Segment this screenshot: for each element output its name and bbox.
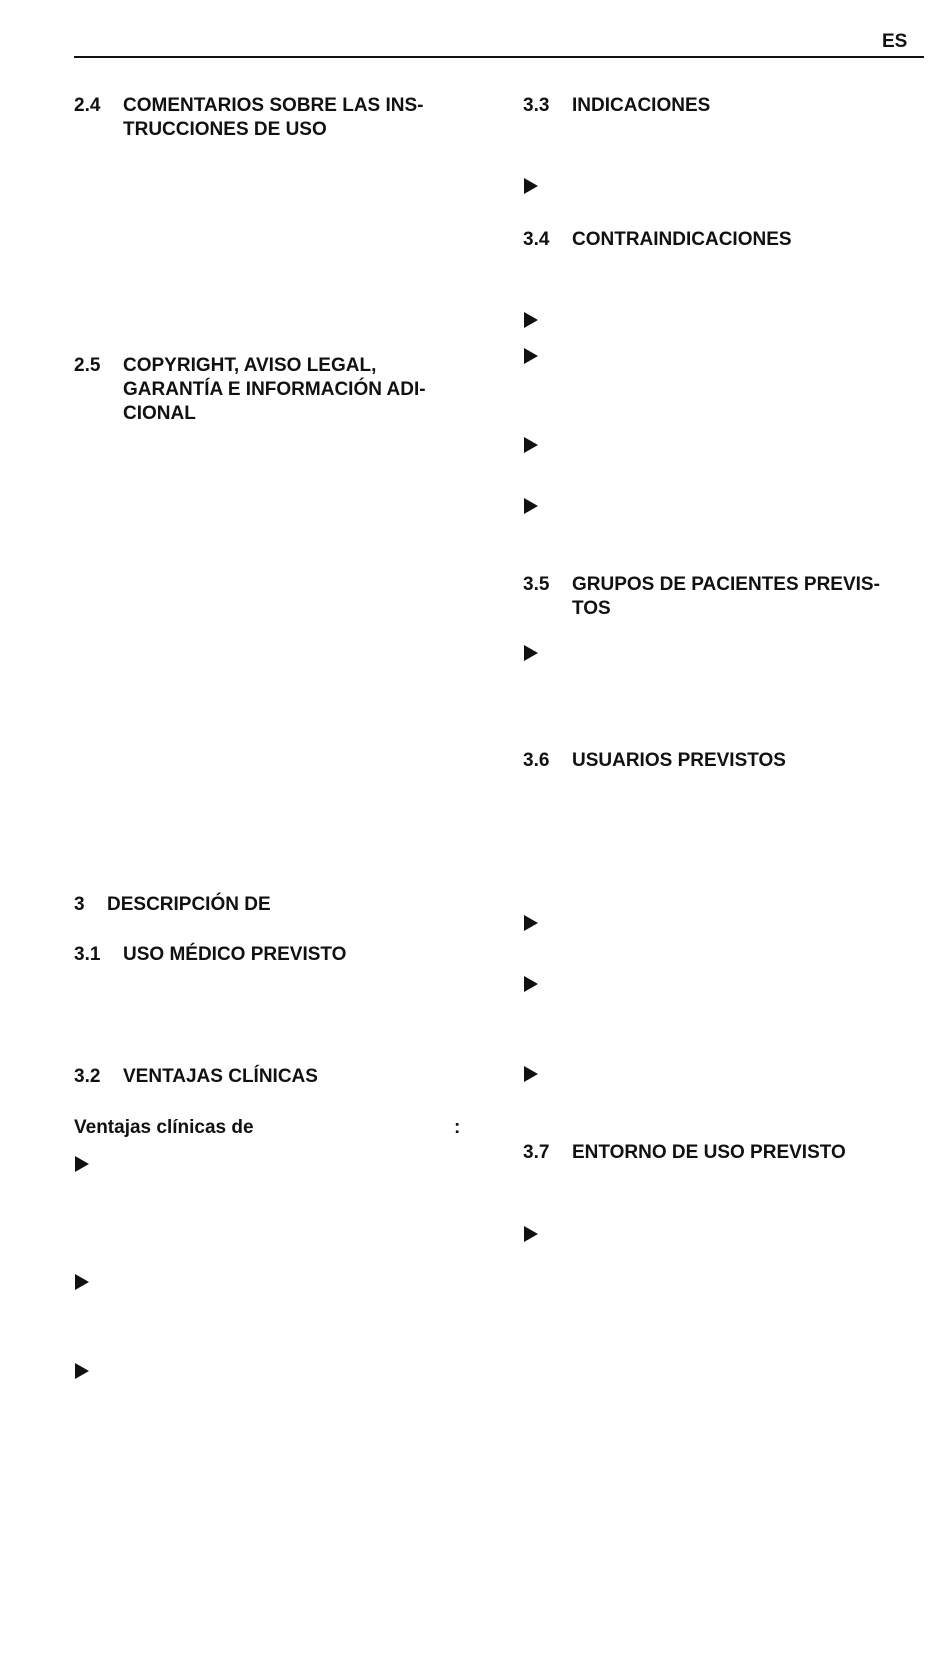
section-number: 3.4 (523, 229, 550, 250)
section-title-line1: GRUPOS DE PACIENTES PREVIS- (572, 574, 880, 595)
bullet-icon (524, 348, 538, 364)
bullet-icon (524, 1066, 538, 1082)
bullet-icon (524, 1226, 538, 1242)
section-title: USO MÉDICO PREVISTO (123, 944, 347, 965)
section-number: 3 (74, 894, 85, 915)
section-title: VENTAJAS CLÍNICAS (123, 1066, 318, 1087)
bullet-icon (524, 915, 538, 931)
section-number: 2.5 (74, 355, 101, 376)
section-number: 2.4 (74, 95, 101, 116)
section-title-line1: COPYRIGHT, AVISO LEGAL, (123, 355, 377, 376)
clinical-benefits-subheading: Ventajas clínicas de (74, 1117, 254, 1138)
header-rule (74, 56, 924, 58)
section-title-line2: GARANTÍA E INFORMACIÓN ADI- (123, 379, 426, 400)
section-number: 3.5 (523, 574, 550, 595)
bullet-icon (524, 645, 538, 661)
clinical-benefits-colon: : (454, 1117, 461, 1138)
section-number: 3.7 (523, 1142, 550, 1163)
bullet-icon (524, 437, 538, 453)
section-number: 3.1 (74, 944, 101, 965)
language-code: ES (882, 31, 908, 52)
bullet-icon (524, 976, 538, 992)
section-number: 3.2 (74, 1066, 101, 1087)
section-title-line3: CIONAL (123, 403, 196, 424)
section-number: 3.3 (523, 95, 550, 116)
section-title: ENTORNO DE USO PREVISTO (572, 1142, 846, 1163)
bullet-icon (524, 498, 538, 514)
section-number: 3.6 (523, 750, 550, 771)
bullet-icon (75, 1363, 89, 1379)
bullet-icon (75, 1274, 89, 1290)
section-title-line2: TOS (572, 598, 611, 619)
bullet-icon (524, 312, 538, 328)
section-title: DESCRIPCIÓN DE (107, 894, 271, 915)
section-title: INDICACIONES (572, 95, 711, 116)
section-title-line1: COMENTARIOS SOBRE LAS INS- (123, 95, 424, 116)
section-title: CONTRAINDICACIONES (572, 229, 792, 250)
section-title-line2: TRUCCIONES DE USO (123, 119, 327, 140)
bullet-icon (524, 178, 538, 194)
bullet-icon (75, 1156, 89, 1172)
section-title: USUARIOS PREVISTOS (572, 750, 786, 771)
